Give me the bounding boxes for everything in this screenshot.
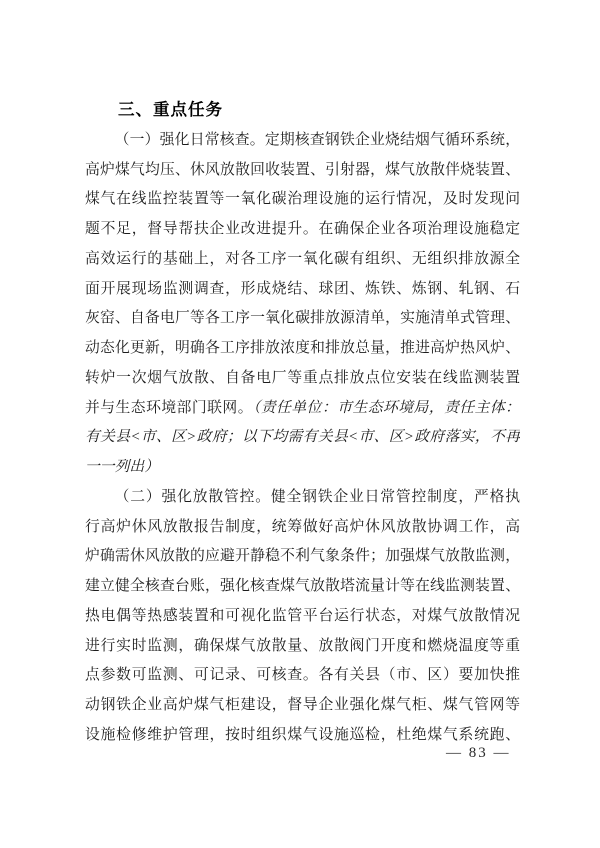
text-line xyxy=(85,275,520,305)
body-text: 并与生态环境部门联网。 xyxy=(85,399,253,416)
text-line xyxy=(85,156,520,186)
text-line xyxy=(85,542,520,572)
text-block xyxy=(85,96,520,751)
text-line xyxy=(85,483,520,513)
text-line xyxy=(85,304,520,334)
body-text: （二）强化放散管控。健全钢铁企业日常管控制度，严格执 xyxy=(114,488,520,505)
responsibility-clause-text: （责任单位：市生态环境局，责任主体： xyxy=(252,399,520,416)
responsibility-clause-text: 一一列出） xyxy=(85,459,159,475)
body-text: 灰窑、自备电厂等各工序一氧化碳排放源清单，实施清单式管理、 xyxy=(85,310,520,327)
text-line xyxy=(85,661,520,691)
body-text: 设施检修维护管理，按时组织煤气设施巡检，杜绝煤气系统跑、 xyxy=(85,726,520,743)
text-line xyxy=(85,453,520,483)
text-line xyxy=(85,394,520,424)
text-line xyxy=(85,513,520,543)
text-line xyxy=(85,602,520,632)
text-line xyxy=(85,215,520,245)
text-line xyxy=(85,126,520,156)
body-text: 转炉一次烟气放散、自备电厂等重点排放点位安装在线监测装置 xyxy=(85,369,520,386)
text-line xyxy=(85,691,520,721)
text-line xyxy=(85,364,520,394)
body-text: （一）强化日常核查。定期核查钢铁企业烧结烟气循环系统， xyxy=(114,131,520,148)
body-text: 高炉煤气均压、休风放散回收装置、引射器，煤气放散伴烧装置、 xyxy=(85,161,520,178)
body-text: 动钢铁企业高炉煤气柜建设，督导企业强化煤气柜、煤气管网等 xyxy=(85,697,520,713)
body-text: 煤气在线监控装置等一氧化碳治理设施的运行情况，及时发现问 xyxy=(85,191,520,208)
body-text: 炉确需休风放散的应避开静稳不利气象条件；加强煤气放散监测， xyxy=(85,548,520,565)
body-text: 面开展现场监测调查，形成烧结、球团、炼铁、炼钢、轧钢、石 xyxy=(85,280,520,297)
body-text: 点参数可监测、可记录、可核查。各有关县（市、区）要加快推 xyxy=(85,667,520,684)
text-line xyxy=(85,632,520,662)
body-text: 建立健全核查台账，强化核查煤气放散塔流量计等在线监测装置、 xyxy=(85,578,520,594)
page-number: — 83 — xyxy=(446,745,511,761)
text-line xyxy=(85,423,520,453)
section-heading: 三、重点任务 xyxy=(118,101,223,119)
body-text: 热电偶等热感装置和可视化监管平台运行状态，对煤气放散情况 xyxy=(85,607,520,624)
text-line xyxy=(85,245,520,275)
body-text: 进行实时监测，确保煤气放散量、放散阀门开度和燃烧温度等重 xyxy=(85,637,520,654)
body-text: 动态化更新，明确各工序排放浓度和排放总量，推进高炉热风炉、 xyxy=(85,340,520,356)
responsibility-clause-text: 有关县<市、区>政府；以下均需有关县<市、区>政府落实，不再 xyxy=(85,429,520,446)
text-line xyxy=(85,572,520,602)
text-line xyxy=(85,185,520,215)
body-text: 题不足，督导帮扶企业改进提升。在确保企业各项治理设施稳定 xyxy=(85,221,520,237)
body-text: 行高炉休风放散报告制度，统筹做好高炉休风放散协调工作，高 xyxy=(85,518,520,535)
text-line xyxy=(85,334,520,364)
document-body xyxy=(85,126,520,751)
body-text: 高效运行的基础上，对各工序一氧化碳有组织、无组织排放源全 xyxy=(85,250,520,267)
